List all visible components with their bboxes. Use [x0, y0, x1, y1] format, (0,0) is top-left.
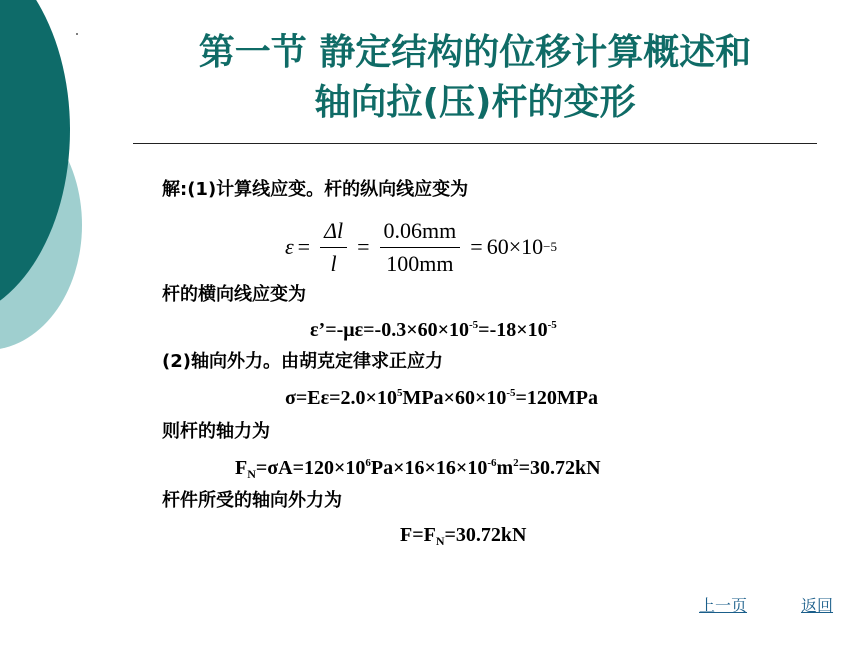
text-line-6: 则杆的轴力为 [162, 421, 270, 442]
text-line-8: 杆件所受的轴向外力为 [162, 490, 342, 511]
lateral-strain-equation [310, 318, 557, 342]
axial-force-equation [235, 456, 601, 480]
eq7-exp-3: 2 [513, 457, 519, 469]
formula-eq-1: = [297, 234, 311, 259]
text-line-2: 杆的横向线应变为 [162, 284, 306, 305]
fraction-delta-l [320, 217, 347, 278]
formula-exponent: −5 [543, 239, 557, 254]
external-force-equation [400, 523, 526, 547]
eq3-part-a: ε’=-με=-0.3×60×10 [310, 319, 469, 341]
eq5-exp-2: -5 [506, 387, 516, 399]
fraction-2-denominator: 100mm [386, 250, 454, 276]
fraction-2-numerator: 0.06mm [380, 217, 461, 248]
eq9-part-a: F=F [400, 524, 436, 546]
formula-result: 60×10 [486, 234, 544, 259]
eq5-part-a: σ=Eε=2.0×10 [285, 387, 397, 409]
fraction-values [380, 217, 461, 278]
eq3-part-c: =-18×10 [478, 319, 548, 341]
fraction-1-numerator: Δl [320, 217, 347, 248]
slide-title [120, 28, 830, 128]
eq7-part-c: =σA=120×10 [255, 457, 366, 479]
eq7-part-i: =30.72kN [518, 457, 601, 479]
text-line-1: 解:(1)计算线应变。杆的纵向线应变为 [162, 179, 469, 200]
stress-equation [285, 386, 598, 410]
eq5-part-c: MPa×60×10 [402, 387, 507, 409]
eq5-part-e: =120MPa [515, 387, 599, 409]
eq7-part-a: F [235, 457, 248, 479]
eq9-part-c: =30.72kN [444, 524, 527, 546]
eq3-exp-2: -5 [547, 319, 557, 331]
eq7-part-g: m [496, 457, 514, 479]
formula-eq-2: = [357, 234, 370, 259]
fraction-1-denominator: l [330, 250, 337, 276]
eq5-exp-1: 5 [396, 387, 403, 399]
text-line-4: (2)轴向外力。由胡克定律求正应力 [162, 351, 443, 372]
formula-epsilon: ε [285, 234, 294, 259]
prev-page-link[interactable]: 上一页 [699, 596, 748, 615]
eq7-part-e: Pa×16×16×10 [370, 457, 488, 479]
eq9-sub-n: N [435, 534, 445, 548]
eq3-exp-1: -5 [469, 319, 479, 331]
title-divider [133, 143, 817, 144]
title-line-2: 轴向拉(压)杆的变形 [314, 82, 636, 123]
back-link[interactable]: 返回 [801, 596, 834, 615]
eq7-exp-2: -6 [487, 457, 497, 469]
eq7-sub-n: N [247, 467, 256, 481]
formula-eq-3: = [470, 234, 483, 259]
strain-formula [285, 212, 557, 282]
title-line-1: 第一节 静定结构的位移计算概述和 [198, 32, 752, 73]
eq7-exp-1: 6 [365, 457, 371, 469]
decor-dot [76, 33, 78, 35]
